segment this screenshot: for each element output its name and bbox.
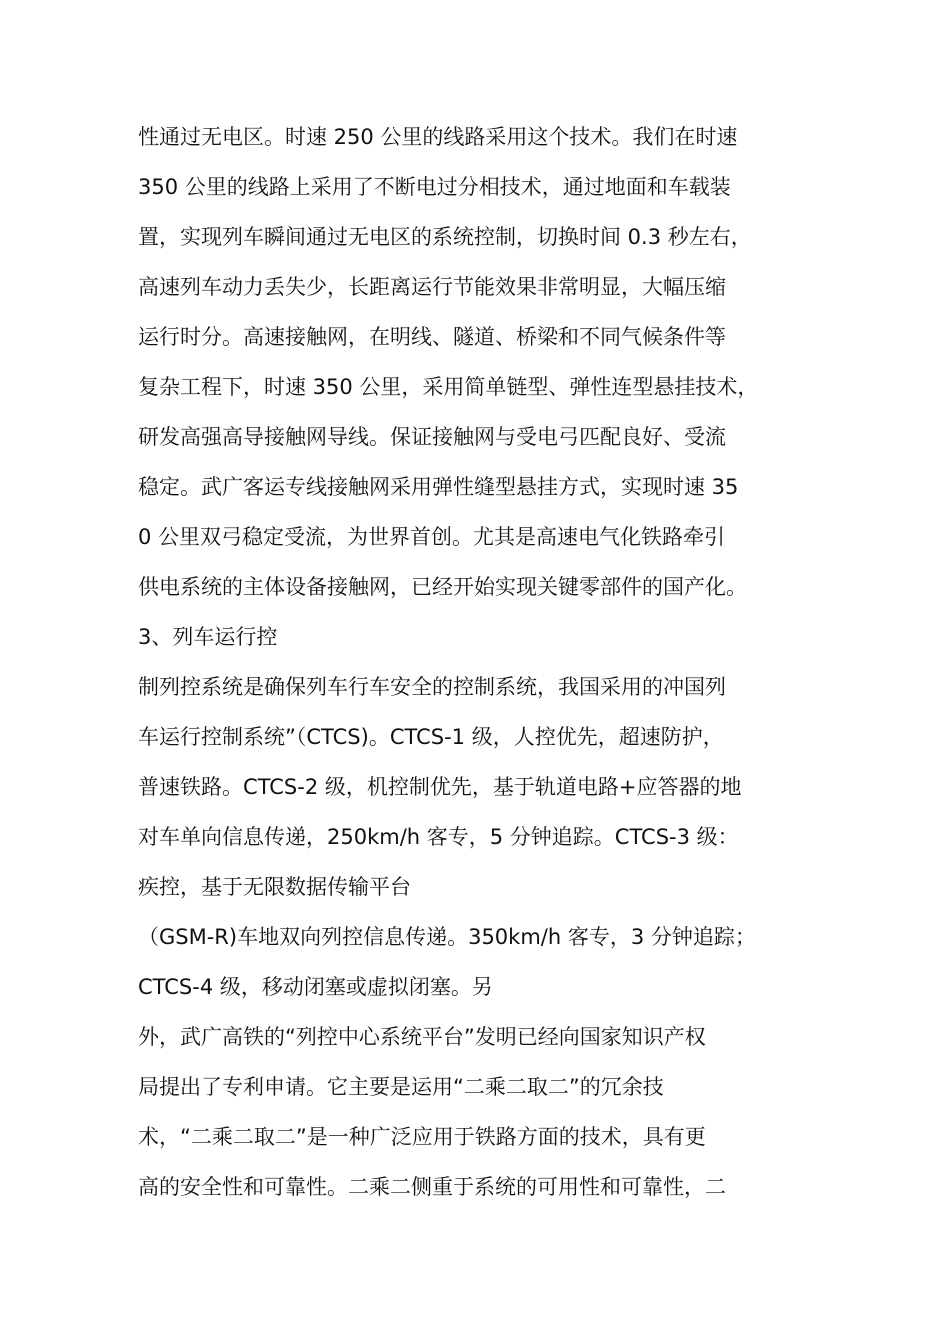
- text-line: 运行时分。高速接触网，在明线、隧道、桥梁和不同气候条件等: [138, 325, 726, 349]
- section-heading: 3、列车运行控: [138, 625, 278, 649]
- text-line: 局提出了专利申请。它主要是运用“二乘二取二”的冗余技: [138, 1075, 664, 1099]
- text-line: 性通过无电区。时速 250 公里的线路采用这个技术。我们在时速: [138, 125, 738, 149]
- text-line: 高速列车动力丢失少，长距离运行节能效果非常明显，大幅压缩: [138, 275, 726, 299]
- text-line: 对车单向信息传递，250km/h 客专，5 分钟追踪。CTCS-3 级：: [138, 825, 739, 849]
- text-line: 车运行控制系统”（CTCS)。CTCS-1 级，人控优先，超速防护，: [138, 725, 724, 749]
- text-line: 术，“二乘二取二”是一种广泛应用于铁路方面的技术，具有更: [138, 1125, 706, 1149]
- text-line: 普速铁路。CTCS-2 级，机控制优先，基于轨道电路+应答器的地: [138, 775, 742, 799]
- text-line: 350 公里的线路上采用了不断电过分相技术，通过地面和车载装: [138, 175, 731, 199]
- text-line: 复杂工程下，时速 350 公里，采用简单链型、弹性连型悬挂技术，: [138, 375, 759, 399]
- text-line: 供电系统的主体设备接触网，已经开始实现关键零部件的国产化。: [138, 575, 747, 599]
- text-line: 疾控，基于无限数据传输平台: [138, 875, 411, 899]
- body-text: [138, 112, 838, 1212]
- text-line: CTCS-4 级，移动闭塞或虚拟闭塞。另: [138, 975, 493, 999]
- text-line: 研发高强高导接触网导线。保证接触网与受电弓匹配良好、受流: [138, 425, 726, 449]
- text-line: 稳定。武广客运专线接触网采用弹性缝型悬挂方式，实现时速 35: [138, 475, 739, 499]
- text-line: 高的安全性和可靠性。二乘二侧重于系统的可用性和可靠性，二: [138, 1175, 726, 1199]
- text-line: 0 公里双弓稳定受流，为世界首创。尤其是高速电气化铁路牵引: [138, 525, 726, 549]
- text-line: 置，实现列车瞬间通过无电区的系统控制，切换时间 0.3 秒左右，: [138, 225, 752, 249]
- text-line: （GSM-R)车地双向列控信息传递。350km/h 客专，3 分钟追踪；: [138, 925, 756, 949]
- text-line: 制列控系统是确保列车行车安全的控制系统，我国采用的冲国列: [138, 675, 726, 699]
- text-line: 外，武广高铁的“列控中心系统平台”发明已经向国家知识产权: [138, 1025, 706, 1049]
